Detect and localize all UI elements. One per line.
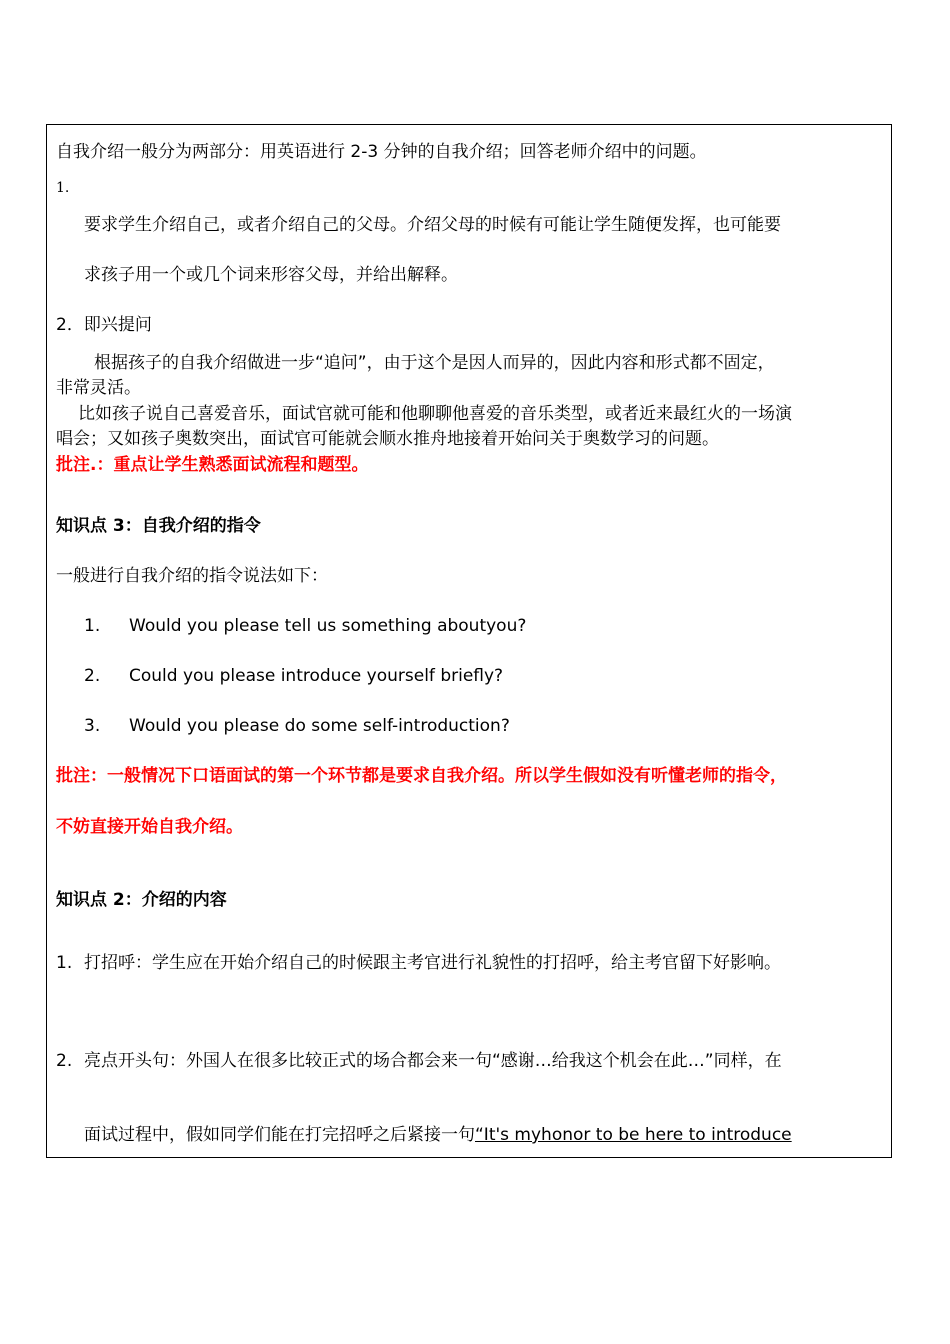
annotation-note-1: 批注.：重点让学生熟悉面试流程和题型。 [56, 455, 369, 475]
section-2-title: 知识点 2：介绍的内容 [56, 890, 227, 910]
annotation-note-2-line-2: 不妨直接开始自我介绍。 [56, 817, 243, 837]
underlined-quote: “It's myhonor to be here to introduce [475, 1125, 792, 1145]
list-item-text: 亮点开头句：外国人在很多比较正式的场合都会来一句“感谢…给我这个机会在此…”同样，在 [84, 1051, 782, 1071]
list-marker-1: 1. [56, 180, 70, 196]
list-item-text: 打招呼：学生应在开始介绍自己的时候跟主考官进行礼貌性的打招呼，给主考官留下好影响。 [84, 953, 781, 973]
heading-impromptu-questions: 2．即兴提问 [56, 315, 152, 335]
list-item-text: Would you please do some self-introduction? [129, 716, 510, 736]
section-3-lead: 一般进行自我介绍的指令说法如下： [56, 566, 328, 586]
content-box [46, 124, 892, 1158]
list-item-number: 1. [84, 616, 101, 636]
list-item-number: 3. [84, 716, 101, 736]
paragraph-2-line-1: 根据孩子的自我介绍做进一步“追问”，由于这个是因人而异的，因此内容和形式都不固定， [94, 353, 775, 373]
paragraph-1-line-1: 要求学生介绍自己，或者介绍自己的父母。介绍父母的时候有可能让学生随便发挥，也可能要 [84, 215, 781, 235]
list-item-number: 2. [56, 1051, 73, 1071]
paragraph-2-line-2: 非常灵活。 [56, 378, 141, 398]
list-item-number: 2. [84, 666, 101, 686]
list-item-number: 1. [56, 953, 73, 973]
paragraph-1-line-2: 求孩子用一个或几个词来形容父母，并给出解释。 [84, 265, 458, 285]
paragraph-3-line-1: 比如孩子说自己喜爱音乐，面试官就可能和他聊聊他喜爱的音乐类型，或者近来最红火的一场演 [78, 404, 792, 424]
annotation-note-2-line-1: 批注：一般情况下口语面试的第一个环节都是要求自我介绍。所以学生假如没有听懂老师的指令， [56, 766, 787, 786]
list-item-text: Would you please tell us something aboutyou? [129, 616, 527, 636]
continuation-text: 面试过程中，假如同学们能在打完招呼之后紧接一句 [84, 1125, 475, 1145]
list-item-text: Could you please introduce yourself briefly? [129, 666, 504, 686]
list-item-continuation [84, 1125, 792, 1145]
intro-line: 自我介绍一般分为两部分：用英语进行 2-3 分钟的自我介绍；回答老师介绍中的问题。 [56, 142, 707, 162]
section-3-title: 知识点 3：自我介绍的指令 [56, 516, 261, 536]
paragraph-3-line-2: 唱会；又如孩子奥数突出，面试官可能就会顺水推舟地接着开始问关于奥数学习的问题。 [56, 429, 719, 449]
